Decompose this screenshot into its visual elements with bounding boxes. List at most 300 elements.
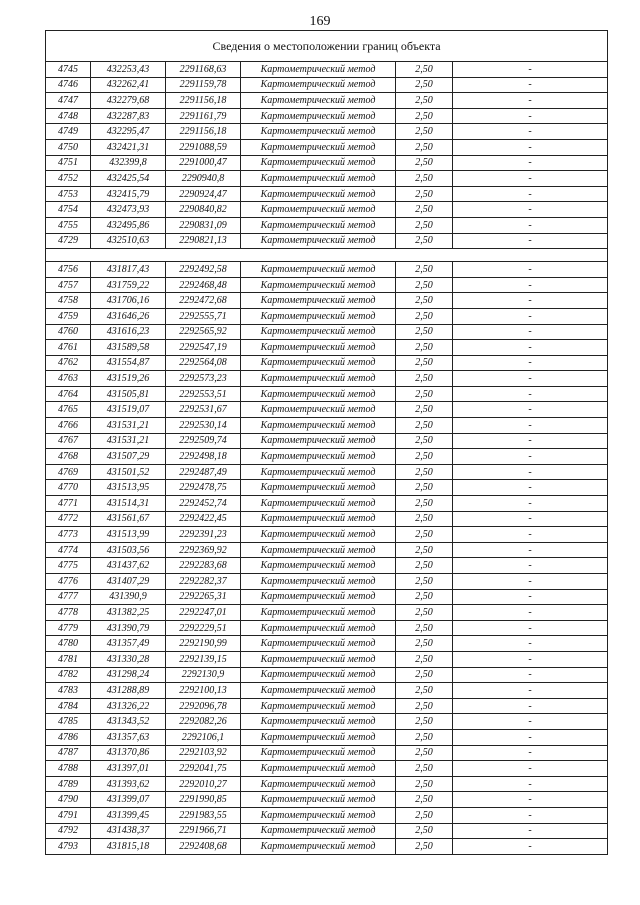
x-coordinate-cell: 431514,31 — [91, 496, 166, 512]
x-coordinate-cell: 431298,24 — [91, 667, 166, 683]
y-coordinate-cell: 2292487,49 — [166, 464, 241, 480]
x-coordinate-cell: 431437,62 — [91, 558, 166, 574]
x-coordinate-cell: 431343,52 — [91, 714, 166, 730]
y-coordinate-cell: 2291990,85 — [166, 792, 241, 808]
y-coordinate-cell: 2292282,37 — [166, 574, 241, 590]
description-cell: - — [453, 402, 608, 418]
y-coordinate-cell: 2291000,47 — [166, 155, 241, 171]
y-coordinate-cell: 2292082,26 — [166, 714, 241, 730]
x-coordinate-cell: 431501,52 — [91, 464, 166, 480]
description-cell: - — [453, 807, 608, 823]
description-cell: - — [453, 386, 608, 402]
table-row — [46, 761, 608, 777]
y-coordinate-cell: 2292283,68 — [166, 558, 241, 574]
point-number-cell: 4750 — [46, 139, 91, 155]
table-row — [46, 155, 608, 171]
precision-cell: 2,50 — [396, 293, 453, 309]
description-cell: - — [453, 839, 608, 855]
method-cell: Картометрический метод — [241, 139, 396, 155]
method-cell: Картометрический метод — [241, 308, 396, 324]
point-number-cell: 4749 — [46, 124, 91, 140]
precision-cell: 2,50 — [396, 745, 453, 761]
method-cell: Картометрический метод — [241, 371, 396, 387]
point-number-cell: 4761 — [46, 340, 91, 356]
point-number-cell: 4764 — [46, 386, 91, 402]
description-cell: - — [453, 77, 608, 93]
method-cell: Картометрический метод — [241, 355, 396, 371]
method-cell: Картометрический метод — [241, 542, 396, 558]
point-number-cell: 4756 — [46, 262, 91, 278]
table-row — [46, 683, 608, 699]
point-number-cell: 4766 — [46, 418, 91, 434]
precision-cell: 2,50 — [396, 308, 453, 324]
table-row — [46, 449, 608, 465]
table-row — [46, 574, 608, 590]
table-row — [46, 527, 608, 543]
x-coordinate-cell: 431399,07 — [91, 792, 166, 808]
y-coordinate-cell: 2290821,13 — [166, 233, 241, 249]
description-cell: - — [453, 651, 608, 667]
description-cell: - — [453, 433, 608, 449]
description-cell: - — [453, 745, 608, 761]
y-coordinate-cell: 2291159,78 — [166, 77, 241, 93]
point-number-cell: 4777 — [46, 589, 91, 605]
y-coordinate-cell: 2292564,08 — [166, 355, 241, 371]
method-cell: Картометрический метод — [241, 217, 396, 233]
method-cell: Картометрический метод — [241, 155, 396, 171]
method-cell: Картометрический метод — [241, 62, 396, 78]
precision-cell: 2,50 — [396, 807, 453, 823]
precision-cell: 2,50 — [396, 620, 453, 636]
x-coordinate-cell: 431438,37 — [91, 823, 166, 839]
description-cell: - — [453, 714, 608, 730]
point-number-cell: 4785 — [46, 714, 91, 730]
method-cell: Картометрический метод — [241, 418, 396, 434]
point-number-cell: 4747 — [46, 93, 91, 109]
x-coordinate-cell: 431817,43 — [91, 262, 166, 278]
description-cell: - — [453, 62, 608, 78]
description-cell: - — [453, 589, 608, 605]
point-number-cell: 4793 — [46, 839, 91, 855]
method-cell: Картометрический метод — [241, 262, 396, 278]
table-row — [46, 714, 608, 730]
method-cell: Картометрический метод — [241, 93, 396, 109]
point-number-cell: 4771 — [46, 496, 91, 512]
y-coordinate-cell: 2290831,09 — [166, 217, 241, 233]
method-cell: Картометрический метод — [241, 558, 396, 574]
description-cell: - — [453, 340, 608, 356]
precision-cell: 2,50 — [396, 355, 453, 371]
precision-cell: 2,50 — [396, 202, 453, 218]
point-number-cell: 4757 — [46, 277, 91, 293]
table-row — [46, 93, 608, 109]
table-row — [46, 480, 608, 496]
precision-cell: 2,50 — [396, 449, 453, 465]
y-coordinate-cell: 2292498,18 — [166, 449, 241, 465]
table-row — [46, 77, 608, 93]
method-cell: Картометрический метод — [241, 714, 396, 730]
description-cell: - — [453, 542, 608, 558]
point-number-cell: 4792 — [46, 823, 91, 839]
x-coordinate-cell: 432279,68 — [91, 93, 166, 109]
y-coordinate-cell: 2292265,31 — [166, 589, 241, 605]
method-cell: Картометрический метод — [241, 683, 396, 699]
precision-cell: 2,50 — [396, 402, 453, 418]
table-row — [46, 171, 608, 187]
table-row — [46, 823, 608, 839]
precision-cell: 2,50 — [396, 480, 453, 496]
y-coordinate-cell: 2290940,8 — [166, 171, 241, 187]
x-coordinate-cell: 432421,31 — [91, 139, 166, 155]
point-number-cell: 4754 — [46, 202, 91, 218]
method-cell: Картометрический метод — [241, 792, 396, 808]
point-number-cell: 4781 — [46, 651, 91, 667]
precision-cell: 2,50 — [396, 324, 453, 340]
point-number-cell: 4768 — [46, 449, 91, 465]
table-row — [46, 418, 608, 434]
method-cell: Картометрический метод — [241, 293, 396, 309]
x-coordinate-cell: 431531,21 — [91, 433, 166, 449]
precision-cell: 2,50 — [396, 792, 453, 808]
table-row — [46, 589, 608, 605]
precision-cell: 2,50 — [396, 823, 453, 839]
precision-cell: 2,50 — [396, 386, 453, 402]
description-cell: - — [453, 558, 608, 574]
boundary-coordinates-table — [45, 30, 608, 855]
y-coordinate-cell: 2292530,14 — [166, 418, 241, 434]
point-number-cell: 4769 — [46, 464, 91, 480]
method-cell: Картометрический метод — [241, 233, 396, 249]
point-number-cell: 4783 — [46, 683, 91, 699]
point-number-cell: 4767 — [46, 433, 91, 449]
y-coordinate-cell: 2292103,92 — [166, 745, 241, 761]
x-coordinate-cell: 431561,67 — [91, 511, 166, 527]
precision-cell: 2,50 — [396, 667, 453, 683]
precision-cell: 2,50 — [396, 636, 453, 652]
table-row — [46, 496, 608, 512]
x-coordinate-cell: 431326,22 — [91, 698, 166, 714]
table-row — [46, 108, 608, 124]
precision-cell: 2,50 — [396, 418, 453, 434]
description-cell: - — [453, 464, 608, 480]
method-cell: Картометрический метод — [241, 496, 396, 512]
x-coordinate-cell: 431589,58 — [91, 340, 166, 356]
precision-cell: 2,50 — [396, 605, 453, 621]
point-number-cell: 4787 — [46, 745, 91, 761]
method-cell: Картометрический метод — [241, 807, 396, 823]
method-cell: Картометрический метод — [241, 651, 396, 667]
precision-cell: 2,50 — [396, 574, 453, 590]
y-coordinate-cell: 2292369,92 — [166, 542, 241, 558]
table-row — [46, 402, 608, 418]
point-number-cell: 4778 — [46, 605, 91, 621]
method-cell: Картометрический метод — [241, 527, 396, 543]
point-number-cell: 4765 — [46, 402, 91, 418]
point-number-cell: 4729 — [46, 233, 91, 249]
point-number-cell: 4775 — [46, 558, 91, 574]
precision-cell: 2,50 — [396, 124, 453, 140]
method-cell: Картометрический метод — [241, 776, 396, 792]
precision-cell: 2,50 — [396, 496, 453, 512]
y-coordinate-cell: 2292573,23 — [166, 371, 241, 387]
table-row — [46, 324, 608, 340]
description-cell: - — [453, 605, 608, 621]
x-coordinate-cell: 432510,63 — [91, 233, 166, 249]
table-row — [46, 371, 608, 387]
point-number-cell: 4763 — [46, 371, 91, 387]
table-row — [46, 558, 608, 574]
y-coordinate-cell: 2291156,18 — [166, 93, 241, 109]
table-row — [46, 776, 608, 792]
y-coordinate-cell: 2291088,59 — [166, 139, 241, 155]
y-coordinate-cell: 2292096,78 — [166, 698, 241, 714]
y-coordinate-cell: 2292106,1 — [166, 729, 241, 745]
precision-cell: 2,50 — [396, 62, 453, 78]
point-number-cell: 4782 — [46, 667, 91, 683]
y-coordinate-cell: 2292468,48 — [166, 277, 241, 293]
table-row — [46, 729, 608, 745]
table-title-row — [46, 31, 608, 62]
point-number-cell: 4790 — [46, 792, 91, 808]
method-cell: Картометрический метод — [241, 464, 396, 480]
description-cell: - — [453, 308, 608, 324]
description-cell: - — [453, 355, 608, 371]
x-coordinate-cell: 431390,9 — [91, 589, 166, 605]
method-cell: Картометрический метод — [241, 277, 396, 293]
y-coordinate-cell: 2292229,51 — [166, 620, 241, 636]
method-cell: Картометрический метод — [241, 480, 396, 496]
x-coordinate-cell: 431507,29 — [91, 449, 166, 465]
y-coordinate-cell: 2291161,79 — [166, 108, 241, 124]
y-coordinate-cell: 2292553,51 — [166, 386, 241, 402]
table-row — [46, 792, 608, 808]
table-row — [46, 636, 608, 652]
precision-cell: 2,50 — [396, 761, 453, 777]
point-number-cell: 4773 — [46, 527, 91, 543]
x-coordinate-cell: 431370,86 — [91, 745, 166, 761]
precision-cell: 2,50 — [396, 139, 453, 155]
y-coordinate-cell: 2291168,63 — [166, 62, 241, 78]
precision-cell: 2,50 — [396, 93, 453, 109]
y-coordinate-cell: 2292565,92 — [166, 324, 241, 340]
x-coordinate-cell: 431390,79 — [91, 620, 166, 636]
precision-cell: 2,50 — [396, 371, 453, 387]
x-coordinate-cell: 431503,56 — [91, 542, 166, 558]
description-cell: - — [453, 418, 608, 434]
x-coordinate-cell: 432262,41 — [91, 77, 166, 93]
x-coordinate-cell: 431393,62 — [91, 776, 166, 792]
y-coordinate-cell: 2292452,74 — [166, 496, 241, 512]
y-coordinate-cell: 2292100,13 — [166, 683, 241, 699]
method-cell: Картометрический метод — [241, 77, 396, 93]
x-coordinate-cell: 431288,89 — [91, 683, 166, 699]
description-cell: - — [453, 480, 608, 496]
precision-cell: 2,50 — [396, 433, 453, 449]
x-coordinate-cell: 431519,07 — [91, 402, 166, 418]
y-coordinate-cell: 2292531,67 — [166, 402, 241, 418]
table-row — [46, 651, 608, 667]
description-cell: - — [453, 776, 608, 792]
table-row — [46, 62, 608, 78]
precision-cell: 2,50 — [396, 233, 453, 249]
table-row — [46, 355, 608, 371]
point-number-cell: 4748 — [46, 108, 91, 124]
x-coordinate-cell: 431399,45 — [91, 807, 166, 823]
x-coordinate-cell: 431505,81 — [91, 386, 166, 402]
description-cell: - — [453, 729, 608, 745]
x-coordinate-cell: 431330,28 — [91, 651, 166, 667]
y-coordinate-cell: 2292190,99 — [166, 636, 241, 652]
table-row — [46, 839, 608, 855]
table-row — [46, 620, 608, 636]
x-coordinate-cell: 431513,95 — [91, 480, 166, 496]
table-row — [46, 433, 608, 449]
y-coordinate-cell: 2291156,18 — [166, 124, 241, 140]
method-cell: Картометрический метод — [241, 402, 396, 418]
method-cell: Картометрический метод — [241, 729, 396, 745]
y-coordinate-cell: 2290840,82 — [166, 202, 241, 218]
precision-cell: 2,50 — [396, 464, 453, 480]
table-row — [46, 511, 608, 527]
method-cell: Картометрический метод — [241, 202, 396, 218]
description-cell: - — [453, 124, 608, 140]
table-row — [46, 217, 608, 233]
precision-cell: 2,50 — [396, 776, 453, 792]
method-cell: Картометрический метод — [241, 124, 396, 140]
description-cell: - — [453, 293, 608, 309]
description-cell: - — [453, 683, 608, 699]
point-number-cell: 4758 — [46, 293, 91, 309]
y-coordinate-cell: 2292492,58 — [166, 262, 241, 278]
method-cell: Картометрический метод — [241, 340, 396, 356]
y-coordinate-cell: 2292422,45 — [166, 511, 241, 527]
table-title: Сведения о местоположении границ объекта — [46, 31, 608, 62]
point-number-cell: 4755 — [46, 217, 91, 233]
precision-cell: 2,50 — [396, 527, 453, 543]
x-coordinate-cell: 431554,87 — [91, 355, 166, 371]
method-cell: Картометрический метод — [241, 511, 396, 527]
y-coordinate-cell: 2292130,9 — [166, 667, 241, 683]
description-cell: - — [453, 636, 608, 652]
point-number-cell: 4786 — [46, 729, 91, 745]
precision-cell: 2,50 — [396, 108, 453, 124]
precision-cell: 2,50 — [396, 729, 453, 745]
y-coordinate-cell: 2291966,71 — [166, 823, 241, 839]
y-coordinate-cell: 2292139,15 — [166, 651, 241, 667]
point-number-cell: 4753 — [46, 186, 91, 202]
point-number-cell: 4746 — [46, 77, 91, 93]
description-cell: - — [453, 823, 608, 839]
table-row — [46, 745, 608, 761]
x-coordinate-cell: 431519,26 — [91, 371, 166, 387]
description-cell: - — [453, 527, 608, 543]
point-number-cell: 4788 — [46, 761, 91, 777]
x-coordinate-cell: 431815,18 — [91, 839, 166, 855]
x-coordinate-cell: 432287,83 — [91, 108, 166, 124]
description-cell: - — [453, 324, 608, 340]
method-cell: Картометрический метод — [241, 667, 396, 683]
description-cell: - — [453, 496, 608, 512]
precision-cell: 2,50 — [396, 714, 453, 730]
x-coordinate-cell: 431616,23 — [91, 324, 166, 340]
y-coordinate-cell: 2292247,01 — [166, 605, 241, 621]
precision-cell: 2,50 — [396, 217, 453, 233]
description-cell: - — [453, 511, 608, 527]
table-row — [46, 698, 608, 714]
y-coordinate-cell: 2290924,47 — [166, 186, 241, 202]
table-row — [46, 139, 608, 155]
precision-cell: 2,50 — [396, 542, 453, 558]
point-number-cell: 4770 — [46, 480, 91, 496]
point-number-cell: 4779 — [46, 620, 91, 636]
table-row — [46, 807, 608, 823]
description-cell: - — [453, 217, 608, 233]
method-cell: Картометрический метод — [241, 698, 396, 714]
x-coordinate-cell: 432399,8 — [91, 155, 166, 171]
method-cell: Картометрический метод — [241, 108, 396, 124]
description-cell: - — [453, 93, 608, 109]
x-coordinate-cell: 432425,54 — [91, 171, 166, 187]
method-cell: Картометрический метод — [241, 386, 396, 402]
x-coordinate-cell: 431357,49 — [91, 636, 166, 652]
point-number-cell: 4776 — [46, 574, 91, 590]
description-cell: - — [453, 202, 608, 218]
description-cell: - — [453, 792, 608, 808]
table-row — [46, 262, 608, 278]
y-coordinate-cell: 2292472,68 — [166, 293, 241, 309]
x-coordinate-cell: 431759,22 — [91, 277, 166, 293]
precision-cell: 2,50 — [396, 589, 453, 605]
x-coordinate-cell: 431407,29 — [91, 574, 166, 590]
table-row — [46, 233, 608, 249]
x-coordinate-cell: 431382,25 — [91, 605, 166, 621]
x-coordinate-cell: 432295,47 — [91, 124, 166, 140]
precision-cell: 2,50 — [396, 683, 453, 699]
method-cell: Картометрический метод — [241, 171, 396, 187]
description-cell: - — [453, 371, 608, 387]
description-cell: - — [453, 139, 608, 155]
table-row — [46, 308, 608, 324]
x-coordinate-cell: 431513,99 — [91, 527, 166, 543]
precision-cell: 2,50 — [396, 698, 453, 714]
y-coordinate-cell: 2292547,19 — [166, 340, 241, 356]
x-coordinate-cell: 431646,26 — [91, 308, 166, 324]
group-separator-cell — [46, 249, 608, 262]
y-coordinate-cell: 2292010,27 — [166, 776, 241, 792]
precision-cell: 2,50 — [396, 171, 453, 187]
precision-cell: 2,50 — [396, 511, 453, 527]
x-coordinate-cell: 431706,16 — [91, 293, 166, 309]
y-coordinate-cell: 2292391,23 — [166, 527, 241, 543]
table-row — [46, 186, 608, 202]
description-cell: - — [453, 574, 608, 590]
point-number-cell: 4759 — [46, 308, 91, 324]
description-cell: - — [453, 186, 608, 202]
table-row — [46, 464, 608, 480]
precision-cell: 2,50 — [396, 186, 453, 202]
x-coordinate-cell: 432473,93 — [91, 202, 166, 218]
description-cell: - — [453, 155, 608, 171]
method-cell: Картометрический метод — [241, 636, 396, 652]
description-cell: - — [453, 620, 608, 636]
method-cell: Картометрический метод — [241, 433, 396, 449]
method-cell: Картометрический метод — [241, 186, 396, 202]
x-coordinate-cell: 431531,21 — [91, 418, 166, 434]
table-row — [46, 340, 608, 356]
point-number-cell: 4752 — [46, 171, 91, 187]
description-cell: - — [453, 761, 608, 777]
method-cell: Картометрический метод — [241, 620, 396, 636]
